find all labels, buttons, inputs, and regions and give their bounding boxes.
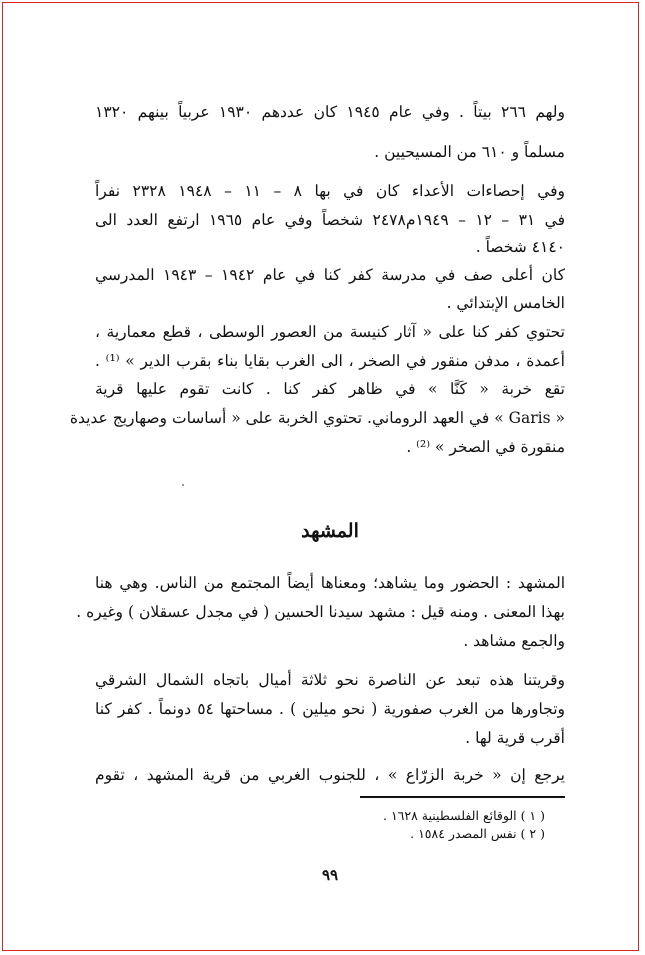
section-line-3: والجمع مشاهد . <box>463 632 565 650</box>
section-line-1: المشهد : الحضور وما يشاهد؛ ومعناها أيضاً المجتمع من الناس. وهي هنا <box>95 574 565 592</box>
body-line-2: مسلماً و ٦١٠ من المسيحيين . <box>374 143 565 161</box>
footnote-2: ( ٢ ) نفس المصدر ١٥٨٤ . <box>410 826 545 841</box>
footnote-rule <box>360 796 565 798</box>
section-line-7: يرجع إن « خربة الزرّاع » ، للجنوب الغربي من قرية المشهد ، تقوم <box>95 766 565 784</box>
body-line-6: كان أعلى صف في مدرسة كفر كنا في عام ١٩٤٢ – ١٩٤٣ المدرسي <box>95 266 565 284</box>
body-line-8: تحتوي كفر كنا على « آثار كنيسة من العصور الوسطى ، قطع معمارية ، <box>95 323 565 341</box>
section-line-4: وقريتنا هذه تبعد عن الناصرة نحو ثلاثة أميال باتجاه الشمال الشرقي <box>95 671 565 689</box>
body-line-10: تقع خربة « كَنَّا » في ظاهر كفر كنا . كانت تقوم عليها قرية <box>95 380 565 398</box>
body-line-1: ولهم ٢٦٦ بيتاً . وفي عام ١٩٤٥ كان عددهم ١٩٣٠ عربياً بينهم ١٣٢٠ <box>95 103 565 121</box>
footnote-1: ( ١ ) الوقائع الفلسطينية ١٦٢٨ . <box>383 808 545 823</box>
section-line-6: أقرب قرية لها . <box>465 729 565 747</box>
body-line-12: منقورة في الصخر » ⁽²⁾ . <box>406 438 565 456</box>
page-number: ٩٩ <box>321 866 339 884</box>
body-line-7: الخامس الإبتدائي . <box>446 294 565 312</box>
body-line-4: في ٣١ – ١٢ – ١٩٤٩م٢٤٧٨ شخصاً وفي عام ١٩٦٥ ارتفع العدد الى <box>95 211 565 229</box>
body-line-3: وفي إحصاءات الأعداء كان في بها ٨ – ١١ – ١٩٤٨ ٢٣٢٨ نفراً <box>95 182 566 200</box>
body-line-5: ٤١٤٠ شخصاً . <box>475 238 565 256</box>
section-line-5: وتجاورها من الغرب صفورية ( نحو ميلين ) . مساحتها ٥٤ دونماً . كفر كنا <box>95 700 565 718</box>
body-line-11: « Garis » في العهد الروماني. تحتوي الخربة على « أساسات وصهاريج عديدة <box>69 409 565 427</box>
scan-speck <box>182 484 184 486</box>
body-line-9: أعمدة ، مدفن منقور في الصخر ، الى الغرب بقايا بناء بقرب الدير » ⁽¹⁾ . <box>95 352 565 370</box>
section-heading: المشهد <box>301 520 359 542</box>
section-line-2: بهذا المعنى . ومنه قيل : مشهد سيدنا الحسين ( في مجدل عسقلان ) وغيره . <box>76 603 565 621</box>
